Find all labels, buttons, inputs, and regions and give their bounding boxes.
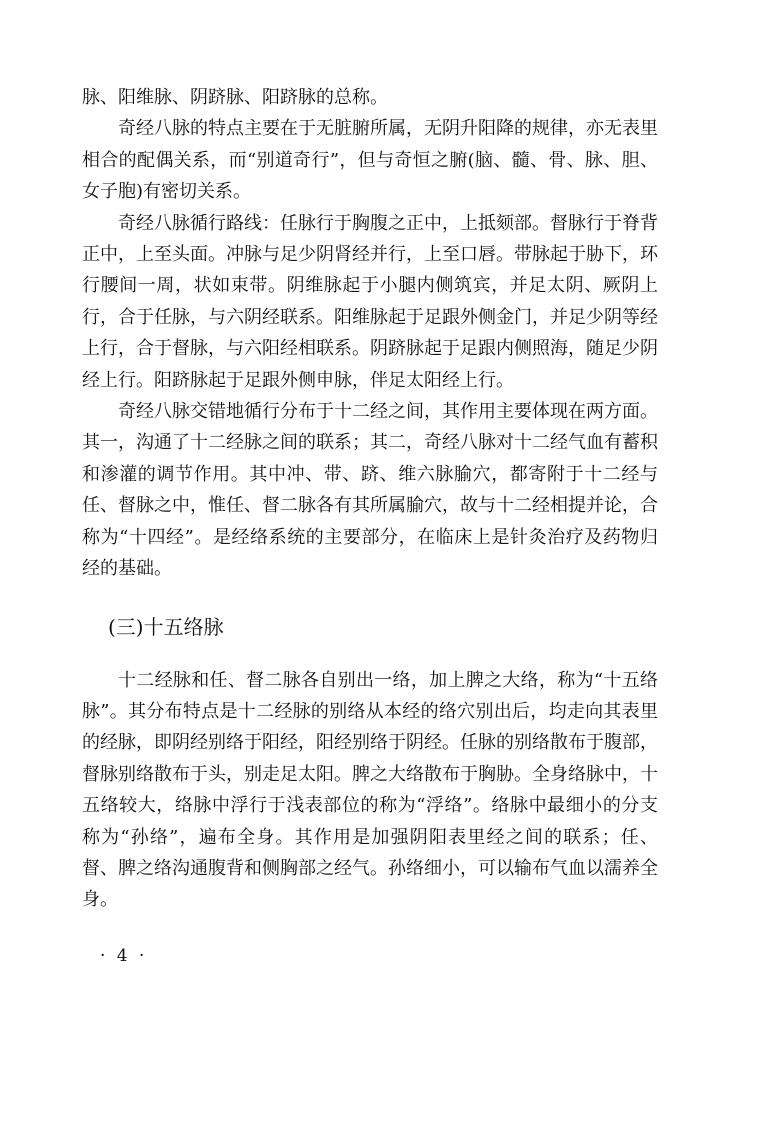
section-heading: (三)十五络脉 xyxy=(108,614,224,639)
paragraph-characteristics: 奇经八脉的特点主要在于无脏腑所属，无阴升阳降的规律，亦无表里相合的配偶关系，而“别道奇行”，但与奇恒之腑(脑、髓、骨、脉、胆、女子胞)有密切关系。 xyxy=(82,118,658,203)
paragraph-functions: 奇经八脉交错地循行分布于十二经之间，其作用主要体现在两方面。其一，沟通了十二经脉之间的联系；其二，奇经八脉对十二经气血有蓄积和渗灌的调节作用。其中冲、带、跻、维六脉腧穴，都寄附于十二经与任、督脉之中，惟任、督二脉各有其所属腧穴，故与十二经相提并论，合称为“十四经”。是经络系统的主要部分，在临床上是针灸治疗及药物归经的基础。 xyxy=(82,401,658,580)
paragraph-fifteen-collaterals: 十二经脉和任、督二脉各自别出一络，加上脾之大络，称为“十五络脉”。其分布特点是十二经脉的别络从本经的络穴别出后，均走向其表里的经脉，即阴经别络于阳经，阳经别络于阴经。任脉的别络散布于腹部，督脉别络散布于头，别走足太阳。脾之大络散布于胸胁。全身络脉中，十五络较大，络脉中浮行于浅表部位的称为“浮络”。络脉中最细小的分支称为“孙络”，遍布全身。其作用是加强阴阳表里经之间的联系；任、督、脾之络沟通腹背和侧胸部之经气。孙络细小，可以输布气血以濡养全身。 xyxy=(82,669,658,911)
page-number: · 4 · xyxy=(100,946,148,966)
paragraph-pathways: 奇经八脉循行路线：任脉行于胸腹之正中，上抵颏部。督脉行于脊背正中，上至头面。冲脉与足少阴肾经并行，上至口唇。带脉起于胁下，环行腰间一周，状如束带。阴维脉起于小腿内侧筑宾，并足太阴、厥阴上行，合于任脉，与六阴经联系。阳维脉起于足跟外侧金门，并足少阴等经上行，合于督脉，与六阳经相联系。阴跻脉起于足跟内侧照海，随足少阴经上行。阳跻脉起于足跟外侧申脉，伴足太阳经上行。 xyxy=(82,212,658,391)
paragraph-continuation: 脉、阳维脉、阴跻脉、阳跻脉的总称。 xyxy=(82,87,388,108)
page-body xyxy=(82,82,658,916)
